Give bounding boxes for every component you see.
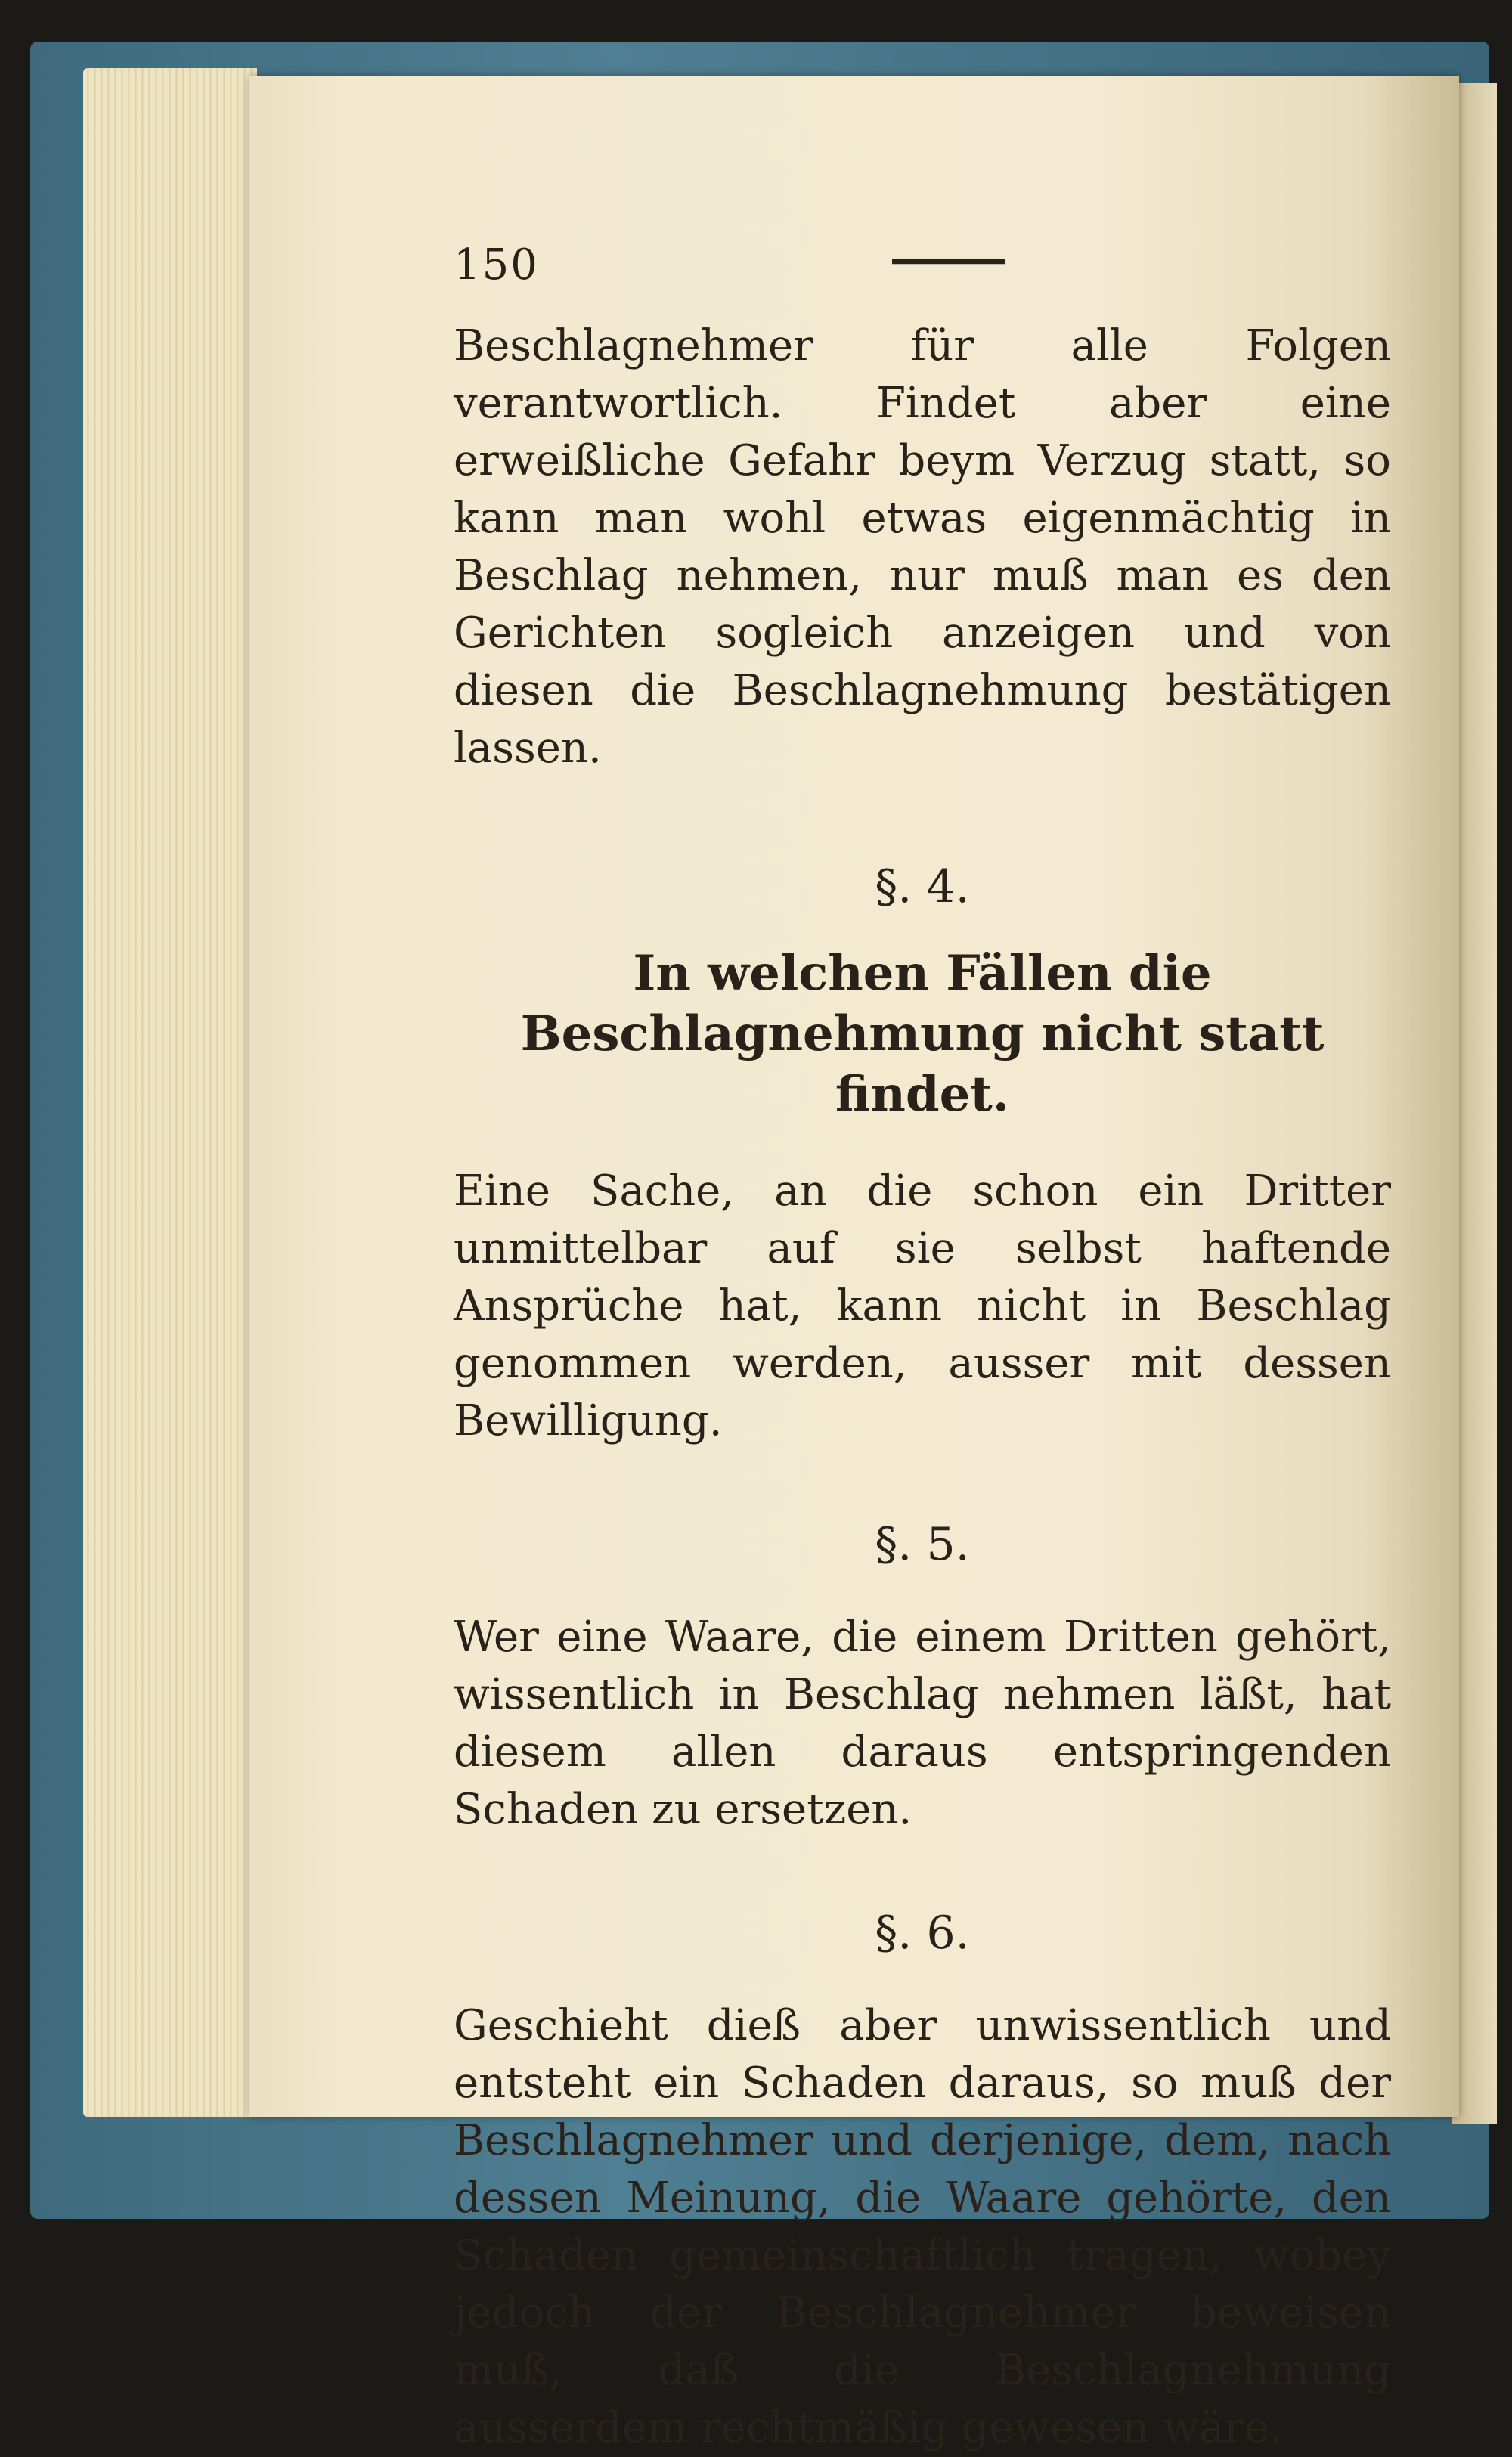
section-heading: In welchen Fällen die Beschlagnehmung nicht statt findet. (520, 945, 1325, 1123)
section-mark: §. 6. (875, 1907, 970, 1960)
paragraph: Geschieht dieß aber unwissentlich und entsteht ein Schaden daraus, so muß der Beschlagnehmer und derjenige, dem, nach dessen Meinung, die Waare gehörte, den Schaden gemeinschaftlich tragen, wobey jedoch der Beschlagnehmer beweisen muß, daß die Beschlagnehmung ausserdem rechtmäßig gewesen wäre. (454, 2001, 1391, 2452)
paragraph: Beschlagnehmer für alle Folgen verantwortlich. Findet aber eine erweißliche Gefahr beym Verzug statt, so kann man wohl etwas eigenmächtig in Beschlag nehmen, nur muß man es den Gerichten sogleich anzeigen und von diesen die Beschlagnehmung bestätigen lassen. (454, 321, 1391, 773)
section-mark: §. 5. (875, 1518, 970, 1571)
page-content (454, 318, 1391, 2457)
paragraph: Eine Sache, an die schon ein Dritter unmittelbar auf sie selbst haftende Ansprüche hat, kann nicht in Beschlag genommen werden, ausser mit dessen Bewilligung. (454, 1167, 1391, 1445)
section-mark: §. 4. (875, 860, 970, 913)
page-edges (83, 68, 257, 2117)
paragraph: Wer eine Waare, die einem Dritten gehört, wissentlich in Beschlag nehmen läßt, hat diesem allen daraus entspringenden Schaden zu ersetzen. (454, 1613, 1391, 1834)
page-number: 150 (454, 240, 539, 290)
